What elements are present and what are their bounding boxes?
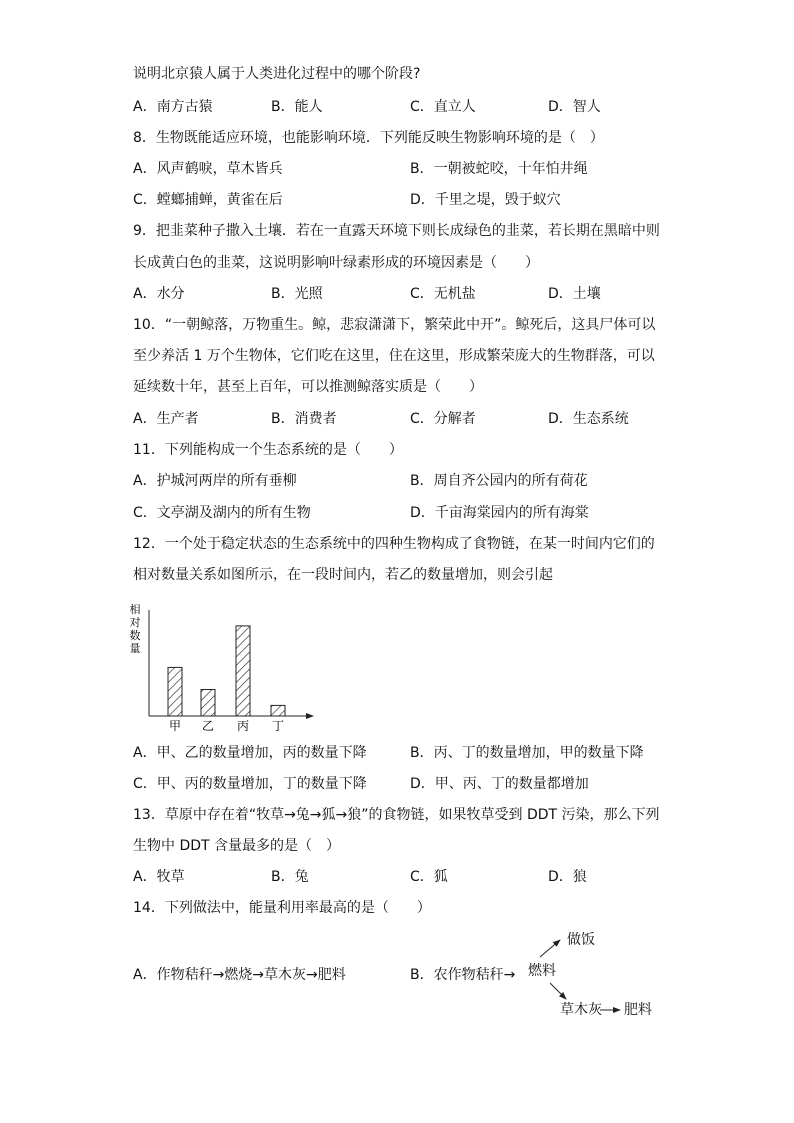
q10-option-a[interactable]: A．生产者 (133, 411, 199, 427)
arrow-to-cook (540, 940, 560, 957)
q7-option-b[interactable]: B．能人 (271, 99, 323, 115)
y-axis-label-char-1: 相 (129, 603, 141, 616)
q10-option-c[interactable]: C．分解者 (410, 411, 476, 427)
bar-3 (236, 626, 250, 716)
question-10-stem-line2: 至少养活 1 万个生物体，它们吃在这里，住在这里，形成繁荣庞大的生物群落，可以 (133, 348, 655, 364)
q13-option-a[interactable]: A．牧草 (133, 869, 185, 885)
q14-option-b-prefix[interactable]: B．农作物秸秆→ (410, 967, 516, 983)
y-axis-label-char-2: 对 (129, 616, 141, 629)
question-9-stem-line2: 长成黄白色的韭菜，这说明影响叶绿素形成的环境因素是（ ） (133, 255, 539, 271)
question-10-stem-line3: 延续数十年，甚至上百年，可以推测鲸落实质是（ ） (133, 379, 483, 395)
question-9-stem-line1: 9．把韭菜种子撒入土壤．若在一直露天环境下则长成绿色的韭菜，若长期在黑暗中则 (133, 223, 660, 239)
q12-option-c[interactable]: C．甲、丙的数量增加，丁的数量下降 (133, 776, 367, 792)
q11-option-d[interactable]: D．千亩海棠园内的所有海棠 (410, 505, 589, 521)
x-tick-label-2: 乙 (201, 719, 215, 733)
q8-option-c[interactable]: C．螳螂捕蝉，黄雀在后 (133, 192, 283, 208)
x-tick-label-4: 丁 (271, 719, 285, 733)
question-14-stem: 14．下列做法中，能量利用率最高的是（ ） (133, 900, 431, 916)
q7-option-c[interactable]: C．直立人 (410, 99, 476, 115)
q11-option-b[interactable]: B．周自齐公园内的所有荷花 (410, 473, 588, 489)
bar-4 (271, 705, 285, 716)
arrow-to-ash (550, 983, 566, 999)
q13-option-b[interactable]: B．兔 (271, 869, 309, 885)
q9-option-d[interactable]: D．土壤 (548, 286, 601, 302)
q12-option-a[interactable]: A．甲、乙的数量增加，丙的数量下降 (133, 745, 367, 761)
q14-b-ash-label: 草木灰 (560, 1002, 602, 1018)
question-13-stem-line1: 13．草原中存在着“牧草→兔→狐→狼”的食物链，如果牧草受到 DDT 污染，那么下列 (133, 807, 660, 823)
question-11-stem: 11．下列能构成一个生态系统的是（ ） (133, 442, 403, 458)
bar-2 (201, 690, 215, 717)
q10-option-d[interactable]: D．生态系统 (548, 411, 629, 427)
bar-1 (168, 667, 182, 716)
q11-option-c[interactable]: C．文亭湖及湖内的所有生物 (133, 505, 311, 521)
q10-option-b[interactable]: B．消费者 (271, 411, 337, 427)
question-10-stem-line1: 10．“一朝鲸落，万物重生。鲸，悲寂潇潇下，繁荣此中开”。鲸死后，这具尸体可以 (133, 317, 656, 333)
q8-option-a[interactable]: A．风声鹤唳，草木皆兵 (133, 161, 283, 177)
question-13-stem-line2: 生物中 DDT 含量最多的是（ ） (133, 838, 341, 854)
q9-option-a[interactable]: A．水分 (133, 286, 185, 302)
q8-option-d[interactable]: D．千里之堤，毁于蚁穴 (410, 192, 561, 208)
q11-option-a[interactable]: A．护城河两岸的所有垂柳 (133, 473, 297, 489)
question-8-stem: 8．生物既能适应环境，也能影响环境．下列能反映生物影响环境的是（ ） (133, 130, 604, 146)
q13-option-c[interactable]: C．狐 (410, 869, 448, 885)
question-12-stem-line2: 相对数量关系如图所示，在一段时间内，若乙的数量增加，则会引起 (133, 567, 553, 583)
x-tick-label-1: 甲 (168, 719, 182, 733)
q14-b-fertilizer-label: 肥料 (624, 1002, 652, 1018)
q7-option-d[interactable]: D．智人 (548, 99, 601, 115)
y-axis-label-char-4: 量 (129, 642, 141, 655)
q14-option-a[interactable]: A．作物秸秆→燃烧→草木灰→肥料 (133, 967, 346, 983)
x-tick-label-3: 丙 (236, 719, 250, 733)
q14-b-fuel-label: 燃料 (528, 963, 556, 979)
bar-chart (125, 598, 325, 738)
q8-option-b[interactable]: B．一朝被蛇咬，十年怕井绳 (410, 161, 588, 177)
y-axis-label-char-3: 数 (129, 629, 141, 642)
q7-option-a[interactable]: A．南方古猿 (133, 99, 213, 115)
q9-option-c[interactable]: C．无机盐 (410, 286, 476, 302)
question-7-tail: 说明北京猿人属于人类进化过程中的哪个阶段? (133, 66, 421, 82)
q9-option-b[interactable]: B．光照 (271, 286, 323, 302)
q13-option-d[interactable]: D．狼 (548, 869, 587, 885)
q14-b-cook-label: 做饭 (567, 932, 595, 948)
question-12-stem-line1: 12．一个处于稳定状态的生态系统中的四种生物构成了食物链，在某一时间内它们的 (133, 536, 655, 552)
q12-option-d[interactable]: D．甲、丙、丁的数量都增加 (410, 776, 589, 792)
q12-option-b[interactable]: B．丙、丁的数量增加，甲的数量下降 (410, 745, 644, 761)
